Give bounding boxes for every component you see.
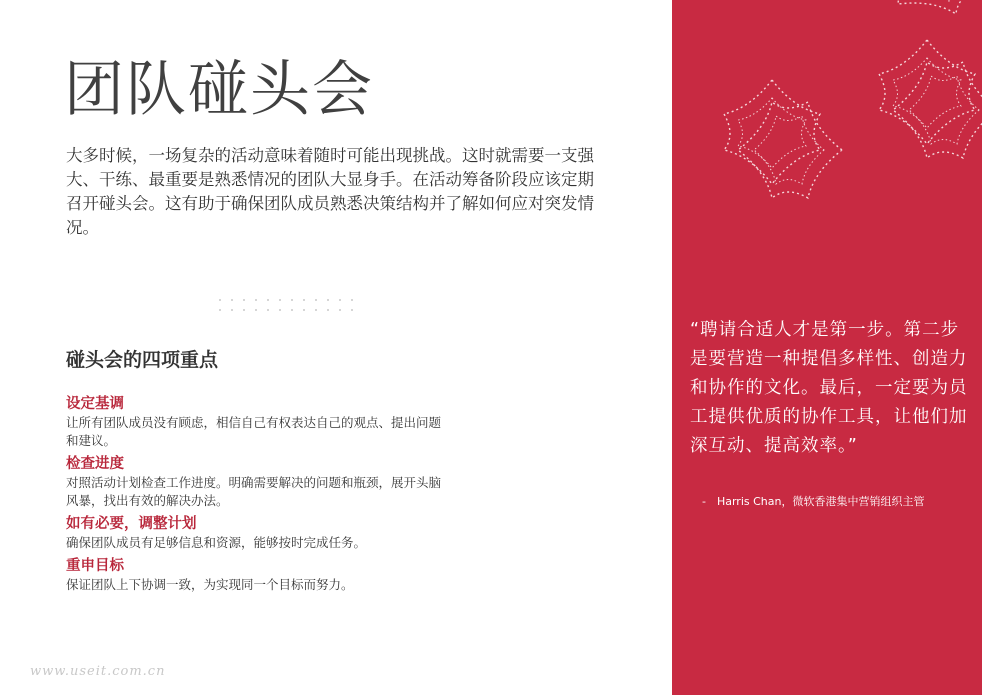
page-title: 团队碰头会 — [64, 55, 374, 125]
point-item — [66, 455, 446, 510]
point-description: 确保团队成员有足够信息和资源，能够按时完成任务。 — [66, 535, 367, 550]
point-title: 重申目标 — [66, 558, 124, 574]
point-title: 检查进度 — [66, 456, 124, 472]
point-item — [66, 557, 446, 594]
quote-attribution: - Harris Chan，微软香港集中营销组织主管 — [702, 495, 925, 508]
quote-panel — [672, 0, 982, 695]
quote-text: “聘请合适人才是第一步。第二步是要营造一种提倡多样性、创造力和协作的文化。最后，一定要为员工提供优质的协作工具，让他们加深互动、提高效率。” — [690, 320, 968, 456]
ornament-pattern-icon — [672, 0, 982, 290]
section-heading: 碰头会的四项重点 — [66, 349, 219, 371]
dotted-divider — [218, 297, 358, 313]
intro-paragraph: 大多时候，一场复杂的活动意味着随时可能出现挑战。这时就需要一支强大、干练、最重要是熟悉情况的团队大显身手。在活动筹备阶段应该定期召开碰头会。这有助于确保团队成员熟悉决策结构并了解如何应对突发情况。 — [66, 146, 594, 237]
point-title: 如有必要，调整计划 — [66, 516, 197, 532]
point-title: 设定基调 — [66, 396, 124, 412]
point-description: 保证团队上下协调一致，为实现同一个目标而努力。 — [66, 577, 354, 592]
point-item — [66, 515, 446, 552]
watermark: www.useit.com.cn — [30, 664, 166, 679]
point-description: 对照活动计划检查工作进度。明确需要解决的问题和瓶颈，展开头脑风暴，找出有效的解决办法。 — [66, 475, 442, 508]
point-description: 让所有团队成员没有顾虑，相信自己有权表达自己的观点、提出问题和建议。 — [66, 415, 442, 448]
point-item — [66, 395, 446, 450]
